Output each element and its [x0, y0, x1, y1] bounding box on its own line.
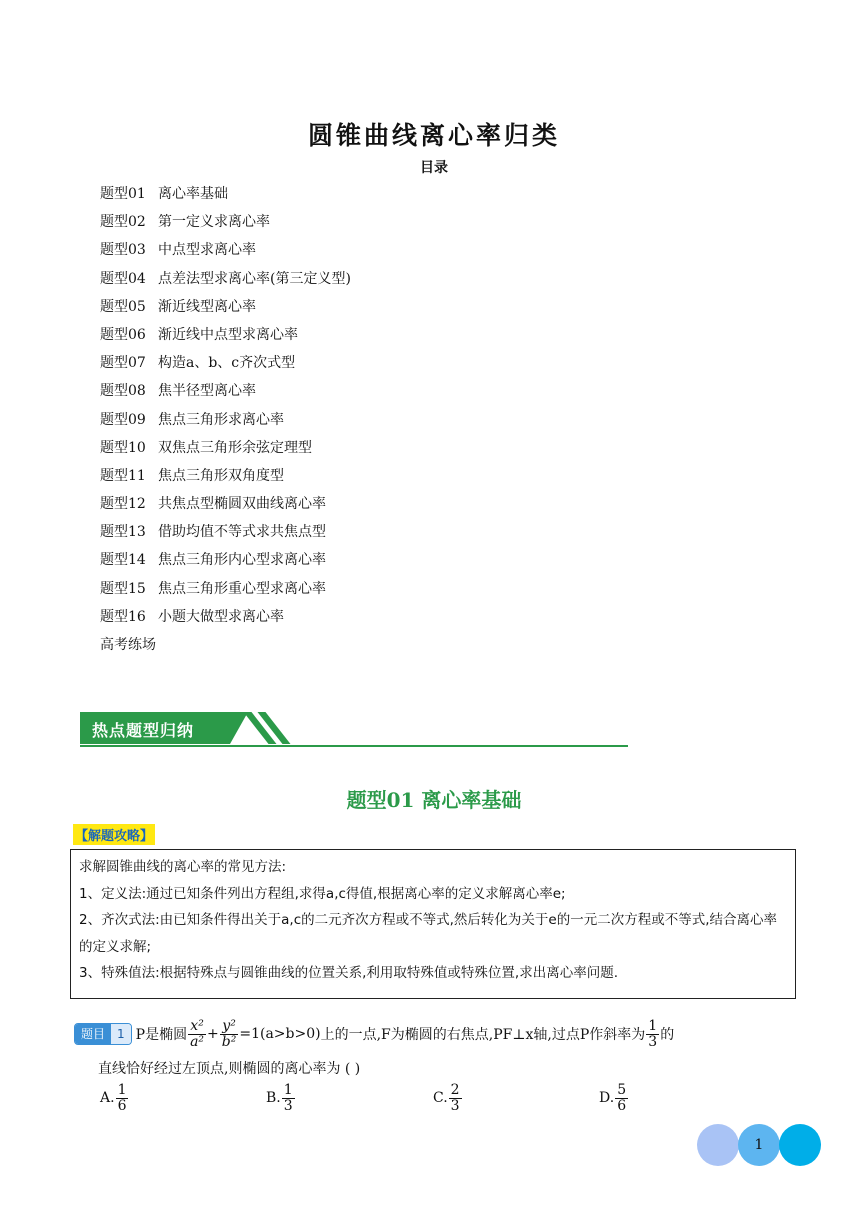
toc-item[interactable] — [100, 410, 351, 438]
toc-item-number: 题型08 — [100, 383, 146, 400]
toc-item[interactable] — [100, 635, 351, 663]
problem-text-a: P是椭圆 — [135, 1027, 188, 1043]
choice-fraction — [615, 1083, 628, 1114]
toc-item-number: 题型11 — [100, 467, 146, 484]
choice-a[interactable] — [100, 1081, 129, 1115]
toc-item-text: 高考练场 — [100, 637, 156, 653]
toc-item[interactable] — [100, 522, 351, 550]
toc-item-number: 题型14 — [100, 552, 146, 569]
toc-item-text: 渐近线型离心率 — [158, 298, 256, 315]
toc-item-number: 题型01 — [100, 186, 146, 202]
toc-item-number: 题型03 — [100, 242, 146, 259]
strategy-line: 求解圆锥曲线的离心率的常见方法: — [79, 859, 287, 875]
strategy-line: 2、齐次式法:由已知条件得出关于a,c的二元齐次方程或不等式,然后转化为关于e的一元二次方程或不等式,结合离心率的定义求解; — [79, 912, 778, 955]
fraction-numerator: 5 — [617, 1081, 627, 1098]
strategy-line: 3、特殊值法:根据特殊点与圆锥曲线的位置关系,利用取特殊值或特殊位置,求出离心率问题. — [79, 965, 619, 981]
toc-item-number: 题型13 — [100, 524, 146, 541]
toc-heading: 目录 — [420, 160, 448, 176]
toc-item-number: 题型04 — [100, 270, 146, 287]
toc-item[interactable] — [100, 607, 351, 635]
toc-item-number: 题型06 — [100, 326, 146, 343]
choice-d[interactable] — [599, 1081, 629, 1115]
toc-item[interactable] — [100, 325, 351, 353]
toc-item[interactable] — [100, 353, 351, 381]
toc-item-text: 构造a、b、c齐次式型 — [158, 355, 296, 372]
fraction-y2-b2 — [220, 1019, 239, 1050]
section-title: 题型01 离心率基础 — [346, 788, 522, 812]
toc-item-number: 题型15 — [100, 580, 146, 597]
page-number-badge — [697, 1124, 821, 1166]
toc-item-number: 题型10 — [100, 439, 146, 456]
problem-line-2: 直线恰好经过左顶点,则椭圆的离心率为 ( ) — [98, 1061, 361, 1077]
toc-item-number: 题型02 — [100, 214, 146, 231]
toc-item[interactable] — [100, 269, 351, 297]
banner-text: 热点题型归纳 — [92, 721, 195, 740]
strategy-box — [70, 849, 796, 999]
toc-item-text: 焦半径型离心率 — [158, 383, 256, 400]
choice-label: C. — [433, 1090, 448, 1106]
toc-item[interactable] — [100, 579, 351, 607]
toc-item-text: 焦点三角形双角度型 — [158, 467, 284, 484]
toc-item-text: 渐近线中点型求离心率 — [158, 326, 298, 343]
page-number: 1 — [754, 1137, 764, 1153]
fraction-denominator: 6 — [617, 1097, 627, 1114]
toc-item-number: 题型07 — [100, 355, 146, 372]
toc-item-text: 焦点三角形内心型求离心率 — [158, 552, 326, 569]
toc-item-text: 离心率基础 — [158, 186, 228, 202]
problem-1 — [74, 1014, 794, 1080]
toc-item-text: 第一定义求离心率 — [158, 214, 270, 231]
fraction-denominator: a² — [190, 1033, 205, 1050]
toc-item-number: 题型09 — [100, 411, 146, 428]
banner-underline — [80, 745, 628, 747]
toc-item-text: 焦点三角形重心型求离心率 — [158, 580, 326, 597]
toc-item[interactable] — [100, 184, 351, 212]
plus-sign: + — [207, 1026, 219, 1042]
toc-item-text: 双焦点三角形余弦定理型 — [158, 439, 312, 456]
fraction-x2-a2 — [188, 1019, 206, 1050]
fraction-slope — [646, 1019, 659, 1050]
toc-item-number: 题型16 — [100, 608, 146, 625]
fraction-denominator: 3 — [283, 1097, 293, 1114]
fraction-denominator: 3 — [648, 1033, 658, 1050]
problem-tag-number: 1 — [111, 1024, 131, 1044]
fraction-numerator: 2 — [450, 1081, 460, 1098]
toc-item[interactable] — [100, 381, 351, 409]
fraction-numerator: y² — [220, 1019, 239, 1035]
strategy-label: 【解题攻略】 — [73, 824, 155, 845]
fraction-denominator: 6 — [117, 1097, 127, 1114]
choice-c[interactable] — [433, 1081, 463, 1115]
badge-circle-right — [779, 1124, 821, 1166]
toc-item-text: 借助均值不等式求共焦点型 — [158, 524, 326, 541]
fraction-denominator: b² — [221, 1033, 237, 1050]
equation-tail: =1(a>b>0) — [239, 1026, 321, 1042]
toc-item-number: 题型12 — [100, 496, 146, 513]
toc-item-text: 焦点三角形求离心率 — [158, 411, 284, 428]
toc-item[interactable] — [100, 466, 351, 494]
toc-item-number: 题型05 — [100, 298, 146, 315]
fraction-denominator: 3 — [450, 1097, 460, 1114]
toc-item[interactable] — [100, 240, 351, 268]
problem-text-c: 的 — [660, 1027, 675, 1043]
answer-choices — [100, 1081, 700, 1121]
table-of-contents — [100, 184, 351, 663]
toc-item[interactable] — [100, 297, 351, 325]
choice-fraction — [449, 1083, 462, 1114]
problem-text-b: 上的一点,F为椭圆的右焦点,PF⊥x轴,过点P作斜率为 — [320, 1027, 646, 1043]
choice-b[interactable] — [266, 1081, 296, 1115]
problem-tag — [74, 1023, 132, 1045]
choice-label: B. — [266, 1090, 281, 1106]
toc-item[interactable] — [100, 494, 351, 522]
toc-item-text: 小题大做型求离心率 — [158, 608, 284, 625]
fraction-numerator: 1 — [283, 1081, 293, 1098]
fraction-numerator: 1 — [648, 1017, 658, 1034]
toc-item[interactable] — [100, 438, 351, 466]
choice-fraction — [116, 1083, 129, 1114]
fraction-numerator: 1 — [117, 1081, 127, 1098]
toc-item-text: 共焦点型椭圆双曲线离心率 — [158, 496, 326, 513]
problem-tag-label: 题目 — [75, 1024, 111, 1044]
choice-fraction — [282, 1083, 295, 1114]
fraction-numerator: x² — [188, 1019, 206, 1035]
document-title: 圆锥曲线离心率归类 — [307, 121, 560, 150]
toc-item-text: 点差法型求离心率(第三定义型) — [158, 270, 351, 287]
hot-topics-banner — [80, 710, 628, 748]
strategy-line: 1、定义法:通过已知条件列出方程组,求得a,c得值,根据离心率的定义求解离心率e; — [79, 885, 566, 902]
badge-circle-left — [697, 1124, 739, 1166]
toc-item-text: 中点型求离心率 — [158, 242, 256, 259]
toc-item[interactable] — [100, 212, 351, 240]
toc-item[interactable] — [100, 550, 351, 578]
choice-label: A. — [100, 1090, 115, 1106]
choice-label: D. — [599, 1090, 615, 1106]
